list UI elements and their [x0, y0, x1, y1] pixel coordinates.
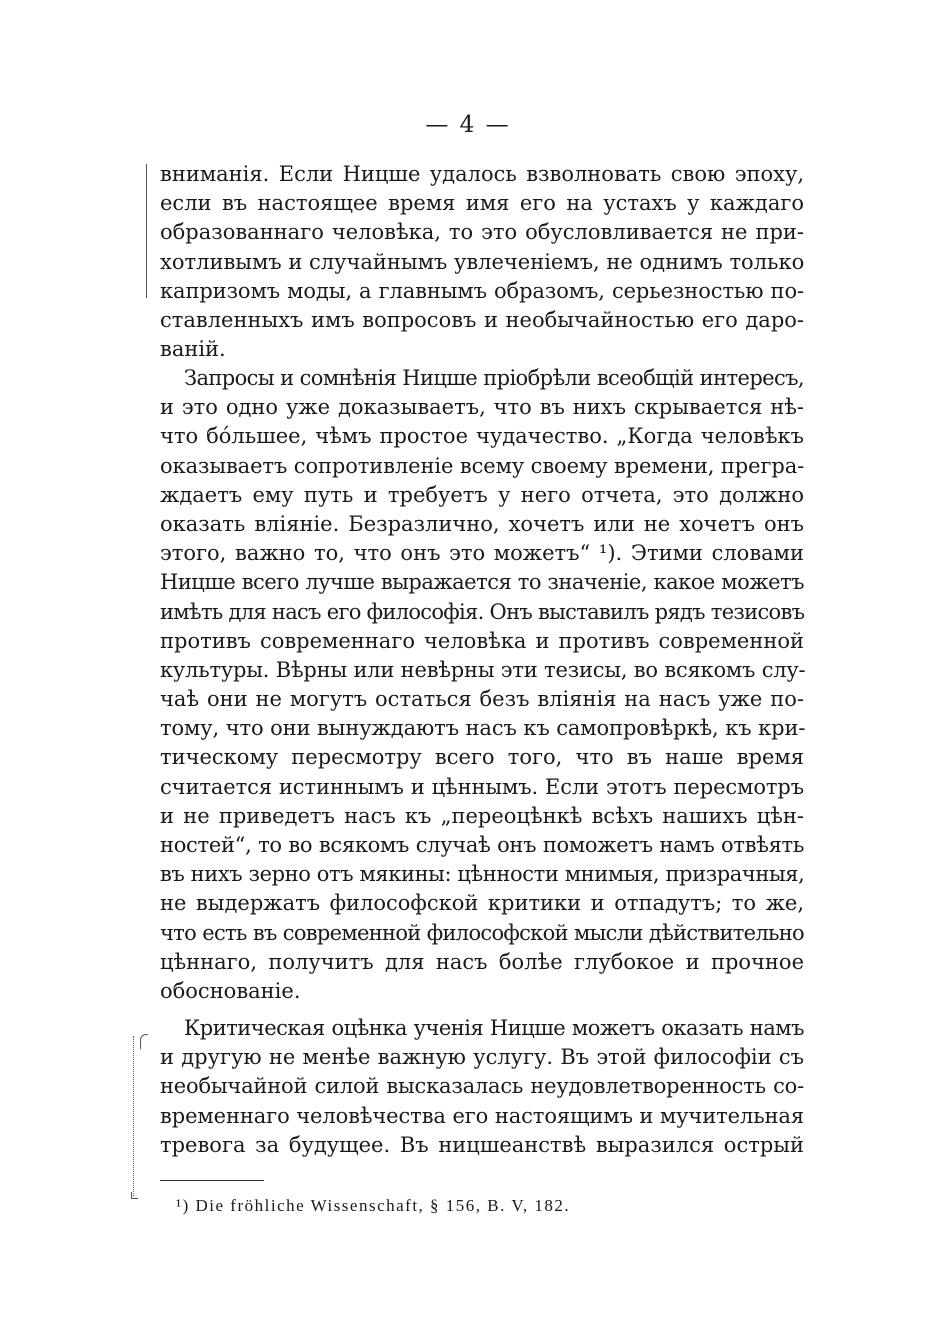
text-line: чаѣ они не могутъ остаться безъ вліянія на насъ уже по-	[160, 687, 804, 712]
margin-pencil-mark	[146, 164, 147, 298]
paragraph-3	[160, 1014, 804, 1160]
text-line: что бóльшее, чѣмъ простое чудачество. „Когда человѣкъ	[160, 424, 804, 449]
text-line: оказать вліяніе. Безразлично, хочетъ или не хочетъ онъ	[160, 511, 804, 536]
text-line: въ нихъ зерно отъ мякины: цѣнности мнимыя, призрачныя,	[160, 862, 805, 887]
text-line: и не приведетъ насъ къ „переоцѣнкѣ всѣхъ нашихъ цѣн-	[160, 803, 804, 828]
text-line: образованнаго человѣка, то это обусловливается не при-	[160, 220, 804, 245]
text-line: этого, важно то, что онъ это можетъ“ ¹). Этими словами	[160, 541, 804, 566]
page-number: — 4 —	[425, 112, 511, 138]
text-line: ставленныхъ имъ вопросовъ и необычайностью его даро-	[160, 307, 804, 332]
text-line: Ницше всего лучше выражается то значеніе, какое можетъ	[160, 570, 804, 595]
text-line: ностей“, то во всякомъ случаѣ онъ поможетъ намъ отвѣять	[160, 833, 804, 857]
margin-bracket-top	[140, 1034, 148, 1049]
text-line: что есть въ современной философской мысли дѣйствительно	[160, 920, 804, 945]
text-line: и другую не менѣе важную услугу. Въ этой философіи съ	[160, 1045, 804, 1070]
text-line: капризомъ моды, а главнымъ образомъ, серьезностью по-	[160, 278, 804, 303]
text-line: не выдержатъ философской критики и отпадутъ; то же,	[160, 891, 804, 916]
text-line: ваній.	[160, 337, 226, 362]
text-line: оказываетъ сопротивленіе всему своему времени, прегра-	[160, 453, 805, 478]
text-line: имѣть для насъ его философія. Онъ выставилъ рядъ тезисовъ	[160, 599, 805, 624]
paragraph-2	[160, 364, 804, 1006]
text-line: вниманія. Если Ницше удалось взволновать свою эпоху,	[160, 162, 804, 186]
margin-dotted-mark	[133, 1036, 134, 1196]
text-line: ждаетъ ему путь и требуетъ у него отчета, это должно	[160, 482, 804, 507]
footnote-rule	[160, 1180, 264, 1181]
text-line: тическому пересмотру всего того, что въ наше время	[160, 745, 804, 770]
text-line: если въ настоящее время имя его на устахъ у каждаго	[160, 191, 804, 216]
text-line: Критическая оцѣнка ученія Ницше можетъ оказать намъ	[184, 1016, 804, 1040]
text-line: временнаго человѣчества его настоящимъ и мучительная	[160, 1103, 804, 1128]
text-line: считается истиннымъ и цѣннымъ. Если этотъ пересмотръ	[160, 774, 804, 799]
text-line: тому, что они вынуждаютъ насъ къ самопровѣркѣ, къ кри-	[160, 716, 806, 741]
text-line: противъ современнаго человѣка и противъ современной	[160, 628, 804, 653]
margin-bracket-bottom	[131, 1192, 138, 1199]
text-line: хотливымъ и случайнымъ увлеченіемъ, не однимъ только	[160, 249, 805, 274]
text-line: и это одно уже доказываетъ, что въ нихъ скрывается нѣ-	[160, 395, 804, 420]
text-line: обоснованіе.	[160, 978, 301, 1003]
paragraph-1	[160, 160, 804, 364]
text-line: цѣннаго, получитъ для насъ болѣе глубокое и прочное	[160, 949, 804, 974]
text-line: культуры. Вѣрны или невѣрны эти тезисы, во всякомъ слу-	[160, 657, 806, 682]
footnote: ¹) Die fröhliche Wissenschaft, § 156, B. V, 182.	[176, 1196, 571, 1215]
text-line: необычайной силой высказалась неудовлетворенность со-	[160, 1074, 804, 1099]
text-line: тревога за будущее. Въ ницшеанствѣ выразился острый	[160, 1132, 804, 1157]
text-line: Запросы и сомнѣнія Ницше пріобрѣли всеобщій интересъ,	[184, 366, 804, 390]
